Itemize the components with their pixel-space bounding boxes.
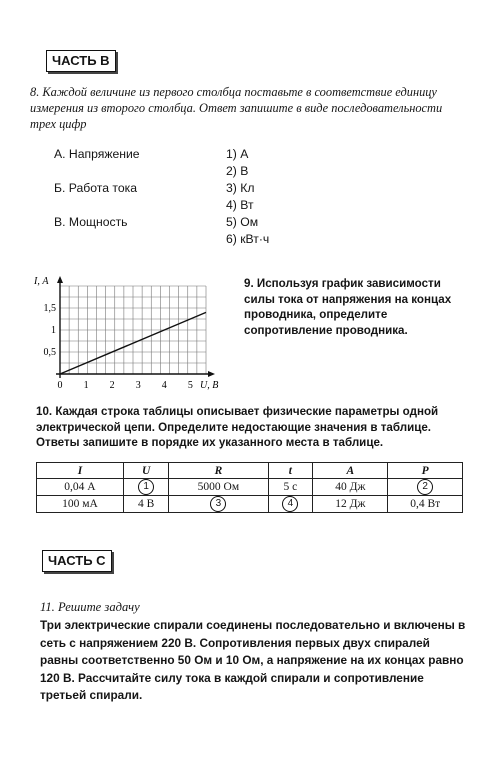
- x-tick-label: 1: [83, 380, 89, 391]
- question-10-text: 10. Каждая строка таблицы описывает физические параметры одной электрической цепи. Определите недостающие значения в таблице. Ответы запишите в порядке их указанного места в таблице.: [36, 405, 439, 449]
- x-tick-label: 2: [109, 380, 115, 391]
- y-tick-label: 1,5: [43, 303, 56, 314]
- q8-right-6: 6) кВт·ч: [226, 232, 270, 246]
- current-voltage-graph: [30, 270, 220, 392]
- table-row: [37, 496, 463, 513]
- x-tick-label: 4: [161, 380, 167, 391]
- table-row: [37, 479, 463, 496]
- q8-right-3: 3) Кл: [226, 181, 255, 195]
- y-axis-label: I, А: [34, 276, 49, 287]
- q8-left-3: В. Мощность: [54, 215, 128, 229]
- header-current: I: [37, 463, 124, 479]
- table-header-row: [37, 463, 463, 479]
- x-tick-label: 5: [187, 380, 193, 391]
- question-8-text: 8. Каждой величине из первого столбца поставьте в соответствие единицу измерения из второго столбца. Ответ запишите в виде последовательности трех цифр: [30, 85, 443, 131]
- header-resistance: R: [169, 463, 268, 479]
- x-tick-label: 0: [57, 380, 63, 391]
- blank-marker-1: 1: [138, 479, 154, 495]
- q8-right-1: 1) А: [226, 147, 249, 161]
- question-11-text: Три электрические спирали соединены последовательно и включены в сеть с напряжением 220 В. Сопротивления первых двух спиралей равны соответственно 50 Ом и 10 Ом, а напряжение на их концах равно 120 В. Рассчитайте силу тока в каждой спирали и сопротивление третьей спирали.: [40, 618, 466, 702]
- part-b-title: ЧАСТЬ В: [46, 50, 116, 72]
- table-cell: 0,4 Вт: [388, 496, 463, 513]
- x-axis-label: U, В: [200, 380, 219, 391]
- table-cell: 4 В: [123, 496, 168, 513]
- blank-marker-4: 4: [282, 496, 298, 512]
- part-c-title: ЧАСТЬ С: [42, 550, 112, 572]
- q8-right-5: 5) Ом: [226, 215, 259, 229]
- x-tick-label: 3: [135, 380, 141, 391]
- header-work: A: [313, 463, 388, 479]
- table-cell: 0,04 А: [37, 479, 124, 496]
- table-cell: 12 Дж: [313, 496, 388, 513]
- header-power: P: [388, 463, 463, 479]
- y-tick-label: 1: [51, 325, 56, 336]
- table-cell: [388, 479, 463, 496]
- table-cell: 5000 Ом: [169, 479, 268, 496]
- table-cell: [123, 479, 168, 496]
- blank-marker-2: 2: [417, 479, 433, 495]
- table-cell: [169, 496, 268, 513]
- header-time: t: [268, 463, 313, 479]
- q8-left-2: Б. Работа тока: [54, 181, 137, 195]
- q8-right-2: 2) В: [226, 164, 249, 178]
- x-axis-arrow: [208, 371, 215, 377]
- question-11-title: 11. Решите задачу: [40, 600, 140, 614]
- table-cell: 100 мА: [37, 496, 124, 513]
- table-cell: [268, 496, 313, 513]
- table-cell: 5 с: [268, 479, 313, 496]
- q8-right-4: 4) Вт: [226, 198, 254, 212]
- y-axis-arrow: [57, 276, 63, 283]
- blank-marker-3: 3: [210, 496, 226, 512]
- q8-left-1: А. Напряжение: [54, 147, 140, 161]
- header-voltage: U: [123, 463, 168, 479]
- table-cell: 40 Дж: [313, 479, 388, 496]
- question-9-text: 9. Используя график зависимости силы тока от напряжения на концах проводника, определите сопротивление проводника.: [244, 277, 452, 337]
- parameters-table: [36, 462, 463, 513]
- y-tick-label: 0,5: [43, 347, 56, 358]
